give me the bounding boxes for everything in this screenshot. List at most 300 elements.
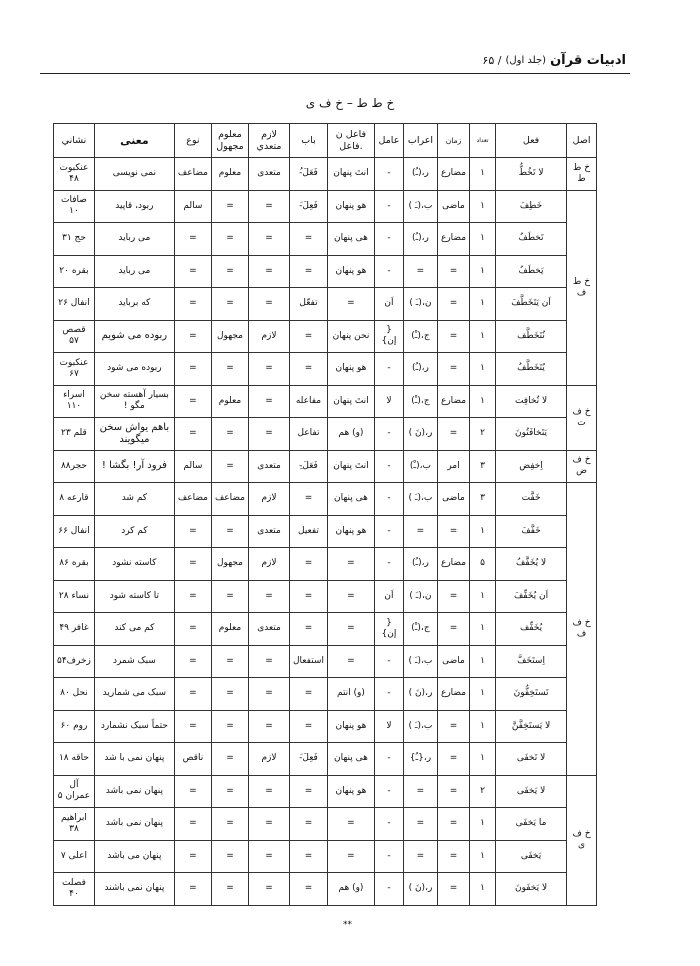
table-row	[54, 158, 597, 191]
cell-fael: (و) انتم	[327, 678, 374, 711]
cell-tedad: ۱	[470, 190, 496, 223]
cell-malum: =	[211, 580, 248, 613]
cell-tedad: ۱	[470, 808, 496, 841]
cell-mana: که برباید	[94, 288, 174, 321]
cell-mana: فرود آر! بگشا !	[94, 450, 174, 483]
cell-fel: اَن يُخَفِّفَ	[496, 580, 567, 613]
cell-malum: =	[211, 775, 248, 808]
cell-amel: { إن}	[374, 320, 403, 353]
cell-fel: يَخفَی	[496, 840, 567, 873]
cell-noe: مضاعف	[174, 158, 211, 191]
table-row	[54, 678, 597, 711]
cell-amel: لا	[374, 385, 403, 418]
cell-noe: =	[174, 320, 211, 353]
cell-noe: =	[174, 613, 211, 646]
cell-malum: =	[211, 353, 248, 386]
cell-lazem: =	[249, 678, 290, 711]
cell-zaman: =	[437, 515, 469, 548]
cell-amel: -	[374, 775, 403, 808]
table-row	[54, 645, 597, 678]
cell-zaman: =	[437, 580, 469, 613]
cell-amel: اَن	[374, 288, 403, 321]
cell-neshani: انفال ۲۶	[54, 288, 95, 321]
col-header-asl: اصل	[567, 124, 597, 158]
page-header	[60, 48, 626, 72]
cell-fel: اَن يَتَخَطَّفَ	[496, 288, 567, 321]
cell-fael: =	[327, 548, 374, 581]
cell-fael: هو پنهان	[327, 190, 374, 223]
table-body	[54, 158, 597, 906]
cell-mana: می رباید	[94, 255, 174, 288]
page-number: / ۶۵	[482, 53, 502, 67]
cell-tedad: ۱	[470, 158, 496, 191]
cell-zaman: مضارع	[437, 548, 469, 581]
cell-baab: =	[290, 548, 328, 581]
cell-zaman: مضارع	[437, 678, 469, 711]
cell-noe: =	[174, 255, 211, 288]
cell-baab: =	[290, 840, 328, 873]
table-header-row	[54, 124, 597, 158]
cell-mana: تا کاسته شود	[94, 580, 174, 613]
cell-amel: -	[374, 678, 403, 711]
table-row	[54, 580, 597, 613]
cell-neshani: نحل ۸۰	[54, 678, 95, 711]
cell-fel: اِستَخَفَّ	[496, 645, 567, 678]
col-header-zaman: زمان	[437, 124, 469, 158]
cell-erab: ر،(ـُ)	[403, 548, 437, 581]
cell-fel: لا تُخافِت	[496, 385, 567, 418]
cell-fel: لا يَخفَونَ	[496, 873, 567, 906]
cell-mana: پنهان می باشد	[94, 840, 174, 873]
cell-asl: خ ف ی	[567, 775, 597, 905]
cell-tedad: ۳	[470, 450, 496, 483]
cell-malum: =	[211, 288, 248, 321]
table-row	[54, 548, 597, 581]
cell-lazem: =	[249, 775, 290, 808]
cell-lazem: =	[249, 808, 290, 841]
cell-mana: می رباید	[94, 223, 174, 256]
cell-malum: =	[211, 515, 248, 548]
cell-neshani: زخرف۵۴	[54, 645, 95, 678]
cell-amel: -	[374, 255, 403, 288]
cell-noe: =	[174, 645, 211, 678]
cell-fel: لا يَستَخِفَّنَّ	[496, 710, 567, 743]
cell-neshani: قارعه ۸	[54, 483, 95, 516]
cell-mana: ربوده می شود	[94, 353, 174, 386]
cell-malum: معلوم	[211, 158, 248, 191]
cell-zaman: امر	[437, 450, 469, 483]
cell-erab: ب،(ـَ )	[403, 483, 437, 516]
cell-mana: حتماً سبک نشمارد	[94, 710, 174, 743]
cell-mana: کم کرد	[94, 515, 174, 548]
cell-baab: =	[290, 353, 328, 386]
cell-baab: فَعَلَ-ُ	[290, 158, 328, 191]
cell-fel: لا تَخفَی	[496, 743, 567, 776]
cell-amel: -	[374, 158, 403, 191]
cell-amel: -	[374, 840, 403, 873]
cell-mana: پنهان نمی باشد	[94, 808, 174, 841]
cell-malum: =	[211, 450, 248, 483]
cell-erab: ن،(ـَ )	[403, 580, 437, 613]
col-header-fel: فعل	[496, 124, 567, 158]
cell-baab: =	[290, 873, 328, 906]
cell-fael: انتَ پنهان	[327, 450, 374, 483]
table-row	[54, 483, 597, 516]
cell-fael: نحن پنهان	[327, 320, 374, 353]
header-divider	[40, 73, 630, 74]
cell-neshani: آل عمران ۵	[54, 775, 95, 808]
footer-mark: **	[343, 920, 352, 930]
cell-fel: تَخطَفُ	[496, 223, 567, 256]
cell-mana: نمی نویسی	[94, 158, 174, 191]
cell-fel: لا تَخُطُّ	[496, 158, 567, 191]
cell-lazem: متعدی	[249, 450, 290, 483]
cell-tedad: ۱	[470, 743, 496, 776]
table-row	[54, 223, 597, 256]
cell-zaman: =	[437, 710, 469, 743]
cell-erab: ر،(ـُ)	[403, 223, 437, 256]
cell-zaman: =	[437, 320, 469, 353]
cell-erab: =	[403, 840, 437, 873]
cell-noe: =	[174, 678, 211, 711]
col-header-neshani: نشاني	[54, 124, 95, 158]
cell-neshani: صافات ۱۰	[54, 190, 95, 223]
cell-zaman: ماضی	[437, 483, 469, 516]
cell-asl: خ ف ف	[567, 483, 597, 776]
cell-fel: تَستَخِفُّونَ	[496, 678, 567, 711]
cell-mana: کم می کند	[94, 613, 174, 646]
cell-fel: يَتَخافَتُونَ	[496, 418, 567, 451]
verb-analysis-table	[53, 123, 597, 906]
cell-noe: سالم	[174, 450, 211, 483]
cell-noe: =	[174, 710, 211, 743]
cell-neshani: حجر۸۸	[54, 450, 95, 483]
cell-neshani: نساء ۲۸	[54, 580, 95, 613]
cell-neshani: غافر ۴۹	[54, 613, 95, 646]
cell-amel: -	[374, 450, 403, 483]
cell-amel: -	[374, 483, 403, 516]
cell-zaman: =	[437, 288, 469, 321]
cell-malum: =	[211, 190, 248, 223]
cell-fel: ما يَخفَی	[496, 808, 567, 841]
cell-erab: =	[403, 808, 437, 841]
cell-zaman: مضارع	[437, 223, 469, 256]
cell-baab: =	[290, 775, 328, 808]
cell-baab: مفاعله	[290, 385, 328, 418]
cell-lazem: =	[249, 223, 290, 256]
cell-mana: کم شد	[94, 483, 174, 516]
cell-fael: هو پنهان	[327, 255, 374, 288]
cell-malum: معلوم	[211, 613, 248, 646]
cell-tedad: ۱	[470, 840, 496, 873]
cell-noe: =	[174, 548, 211, 581]
cell-asl: خ ط ف	[567, 190, 597, 385]
cell-noe: =	[174, 808, 211, 841]
col-header-baab: باب	[290, 124, 328, 158]
cell-noe: مضاعف	[174, 483, 211, 516]
cell-neshani: فصلت ۴۰	[54, 873, 95, 906]
table-row	[54, 743, 597, 776]
col-header-mana: معنی	[94, 124, 174, 158]
cell-mana: پنهان نمی با شد	[94, 743, 174, 776]
cell-noe: سالم	[174, 190, 211, 223]
cell-fel: يُخَفِّف	[496, 613, 567, 646]
cell-zaman: =	[437, 873, 469, 906]
cell-tedad: ۵	[470, 548, 496, 581]
cell-neshani: قلم ۲۳	[54, 418, 95, 451]
cell-fael: (و) هم	[327, 873, 374, 906]
cell-erab: ج،(ـْ)	[403, 613, 437, 646]
cell-zaman: =	[437, 808, 469, 841]
cell-fel: يَخطَفُ	[496, 255, 567, 288]
cell-erab: ر،{ـُ}	[403, 743, 437, 776]
cell-asl: خ ط ط	[567, 158, 597, 191]
cell-malum: =	[211, 808, 248, 841]
cell-baab: =	[290, 255, 328, 288]
cell-baab: تفعّل	[290, 288, 328, 321]
cell-amel: -	[374, 548, 403, 581]
cell-baab: =	[290, 580, 328, 613]
cell-noe: =	[174, 515, 211, 548]
cell-zaman: ماضی	[437, 645, 469, 678]
cell-neshani: انفال ۶۶	[54, 515, 95, 548]
cell-zaman: =	[437, 613, 469, 646]
cell-neshani: عنکبوت ۶۷	[54, 353, 95, 386]
cell-malum: =	[211, 873, 248, 906]
table-row	[54, 613, 597, 646]
cell-neshani: عنکبوت ۴۸	[54, 158, 95, 191]
cell-baab: تفعیل	[290, 515, 328, 548]
cell-fel: خَفَّت	[496, 483, 567, 516]
cell-noe: =	[174, 873, 211, 906]
cell-zaman: مضارع	[437, 158, 469, 191]
cell-lazem: لازم	[249, 320, 290, 353]
cell-erab: ب،(ـَ )	[403, 710, 437, 743]
cell-erab: ب،(ـَ )	[403, 645, 437, 678]
cell-fel: اِخفِض	[496, 450, 567, 483]
cell-erab: ر،(ـُ)	[403, 158, 437, 191]
cell-mana: باهم یواش سخن میگویند	[94, 418, 174, 451]
cell-lazem: متعدی	[249, 158, 290, 191]
cell-tedad: ۲	[470, 418, 496, 451]
table-row	[54, 288, 597, 321]
cell-amel: -	[374, 223, 403, 256]
cell-malum: =	[211, 678, 248, 711]
cell-malum: معلوم	[211, 385, 248, 418]
cell-neshani: بقره ۲۰	[54, 255, 95, 288]
cell-tedad: ۱	[470, 710, 496, 743]
cell-lazem: لازم	[249, 548, 290, 581]
cell-fael: انتَ پنهان	[327, 385, 374, 418]
col-header-lazem: لازم متعدي	[249, 124, 290, 158]
cell-lazem: متعدی	[249, 613, 290, 646]
cell-lazem: =	[249, 840, 290, 873]
table-row	[54, 385, 597, 418]
cell-zaman: مضارع	[437, 385, 469, 418]
cell-malum: =	[211, 418, 248, 451]
cell-baab: =	[290, 808, 328, 841]
cell-amel: -	[374, 190, 403, 223]
cell-fael: =	[327, 613, 374, 646]
cell-erab: =	[403, 255, 437, 288]
cell-neshani: اعلی ۷	[54, 840, 95, 873]
cell-tedad: ۱	[470, 580, 496, 613]
cell-erab: ب،(ـْ)	[403, 450, 437, 483]
cell-noe: =	[174, 580, 211, 613]
table-row	[54, 873, 597, 906]
cell-baab: استفعال	[290, 645, 328, 678]
cell-tedad: ۱	[470, 613, 496, 646]
cell-erab: =	[403, 775, 437, 808]
cell-fael: هو پنهان	[327, 775, 374, 808]
cell-fel: لا يَخفَی	[496, 775, 567, 808]
cell-malum: =	[211, 743, 248, 776]
cell-tedad: ۱	[470, 385, 496, 418]
col-header-amel: عامل	[374, 124, 403, 158]
cell-neshani: بقره ۸۶	[54, 548, 95, 581]
table-row	[54, 710, 597, 743]
cell-erab: ر،(ـُ)	[403, 353, 437, 386]
cell-neshani: ابراهیم ۳۸	[54, 808, 95, 841]
cell-mana: پنهان نمی باشد	[94, 775, 174, 808]
cell-tedad: ۱	[470, 255, 496, 288]
cell-lazem: لازم	[249, 483, 290, 516]
cell-malum: مجهول	[211, 320, 248, 353]
cell-asl: خ ف ت	[567, 385, 597, 450]
cell-zaman: =	[437, 743, 469, 776]
cell-lazem: =	[249, 645, 290, 678]
col-header-erab: اعراب	[403, 124, 437, 158]
cell-baab: تفاعل	[290, 418, 328, 451]
cell-tedad: ۱	[470, 288, 496, 321]
cell-zaman: =	[437, 255, 469, 288]
table-row	[54, 775, 597, 808]
table-row	[54, 450, 597, 483]
cell-erab: ر،(نَ )	[403, 873, 437, 906]
cell-malum: =	[211, 840, 248, 873]
cell-malum: =	[211, 255, 248, 288]
cell-lazem: لازم	[249, 743, 290, 776]
cell-asl: خ ف ض	[567, 450, 597, 483]
cell-fael: =	[327, 580, 374, 613]
cell-amel: { إن}	[374, 613, 403, 646]
cell-fael: =	[327, 808, 374, 841]
cell-baab: =	[290, 678, 328, 711]
cell-fael: هو پنهان	[327, 710, 374, 743]
col-header-malum: معلوم مجهول	[211, 124, 248, 158]
cell-noe: =	[174, 418, 211, 451]
cell-erab: ج،(ـْ)	[403, 385, 437, 418]
cell-mana: کاسته نشود	[94, 548, 174, 581]
cell-tedad: ۱	[470, 645, 496, 678]
cell-fael: هی پنهان	[327, 743, 374, 776]
cell-fael: (و) هم	[327, 418, 374, 451]
cell-amel: -	[374, 743, 403, 776]
col-header-fael: فاعل ن .فاعل	[327, 124, 374, 158]
cell-lazem: =	[249, 353, 290, 386]
cell-fael: =	[327, 645, 374, 678]
cell-mana: ربود، قاپید	[94, 190, 174, 223]
cell-amel: -	[374, 353, 403, 386]
table-row	[54, 515, 597, 548]
cell-lazem: =	[249, 873, 290, 906]
cell-malum: =	[211, 645, 248, 678]
cell-fael: هی پنهان	[327, 483, 374, 516]
cell-tedad: ۱	[470, 678, 496, 711]
cell-baab: =	[290, 613, 328, 646]
cell-fael: =	[327, 840, 374, 873]
cell-erab: =	[403, 515, 437, 548]
cell-erab: ر،(نَ )	[403, 418, 437, 451]
cell-amel: اَن	[374, 580, 403, 613]
cell-noe: =	[174, 223, 211, 256]
table-row	[54, 840, 597, 873]
cell-zaman: =	[437, 418, 469, 451]
cell-tedad: ۱	[470, 320, 496, 353]
cell-fel: نُتَخَطَّف	[496, 320, 567, 353]
cell-zaman: =	[437, 840, 469, 873]
cell-malum: مجهول	[211, 548, 248, 581]
cell-noe: =	[174, 840, 211, 873]
table-row	[54, 190, 597, 223]
cell-fael: هی پنهان	[327, 223, 374, 256]
section-title: خ ط ط – خ ف ی	[305, 96, 395, 110]
cell-amel: -	[374, 808, 403, 841]
cell-mana: بسیار آهسته سخن مگو !	[94, 385, 174, 418]
cell-neshani: اسراء ۱۱۰	[54, 385, 95, 418]
cell-erab: ن،(ـَ )	[403, 288, 437, 321]
col-header-tedad: تعداد	[470, 124, 496, 158]
cell-noe: =	[174, 385, 211, 418]
cell-baab: فَعَلَ-ِ	[290, 450, 328, 483]
table-row	[54, 418, 597, 451]
cell-erab: ر،(نَ )	[403, 678, 437, 711]
cell-baab: =	[290, 223, 328, 256]
cell-tedad: ۲	[470, 775, 496, 808]
cell-mana: سبک شمرد	[94, 645, 174, 678]
cell-zaman: ماضی	[437, 190, 469, 223]
cell-noe: =	[174, 353, 211, 386]
cell-amel: -	[374, 515, 403, 548]
cell-fael: هو پنهان	[327, 515, 374, 548]
table-row	[54, 808, 597, 841]
cell-neshani: حج ۳۱	[54, 223, 95, 256]
cell-fel: يُتَخَطَّفُ	[496, 353, 567, 386]
cell-amel: -	[374, 873, 403, 906]
cell-neshani: روم ۶۰	[54, 710, 95, 743]
cell-lazem: =	[249, 288, 290, 321]
table-row	[54, 320, 597, 353]
cell-erab: ج،(ـْ)	[403, 320, 437, 353]
cell-amel: -	[374, 645, 403, 678]
cell-baab: فَعِلَ-َ	[290, 190, 328, 223]
cell-baab: =	[290, 710, 328, 743]
cell-tedad: ۱	[470, 873, 496, 906]
cell-amel: لا	[374, 710, 403, 743]
cell-erab: ب،(ـَ )	[403, 190, 437, 223]
cell-lazem: =	[249, 255, 290, 288]
cell-lazem: =	[249, 580, 290, 613]
cell-mana: سبک می شمارید	[94, 678, 174, 711]
cell-mana: ربوده می شویم	[94, 320, 174, 353]
cell-lazem: =	[249, 385, 290, 418]
cell-mana: پنهان نمی باشند	[94, 873, 174, 906]
book-title: ادبیات قرآن	[550, 52, 626, 68]
cell-neshani: حاقه ۱۸	[54, 743, 95, 776]
volume-label: (جلد اول)	[505, 54, 547, 66]
cell-lazem: =	[249, 418, 290, 451]
cell-noe: =	[174, 288, 211, 321]
